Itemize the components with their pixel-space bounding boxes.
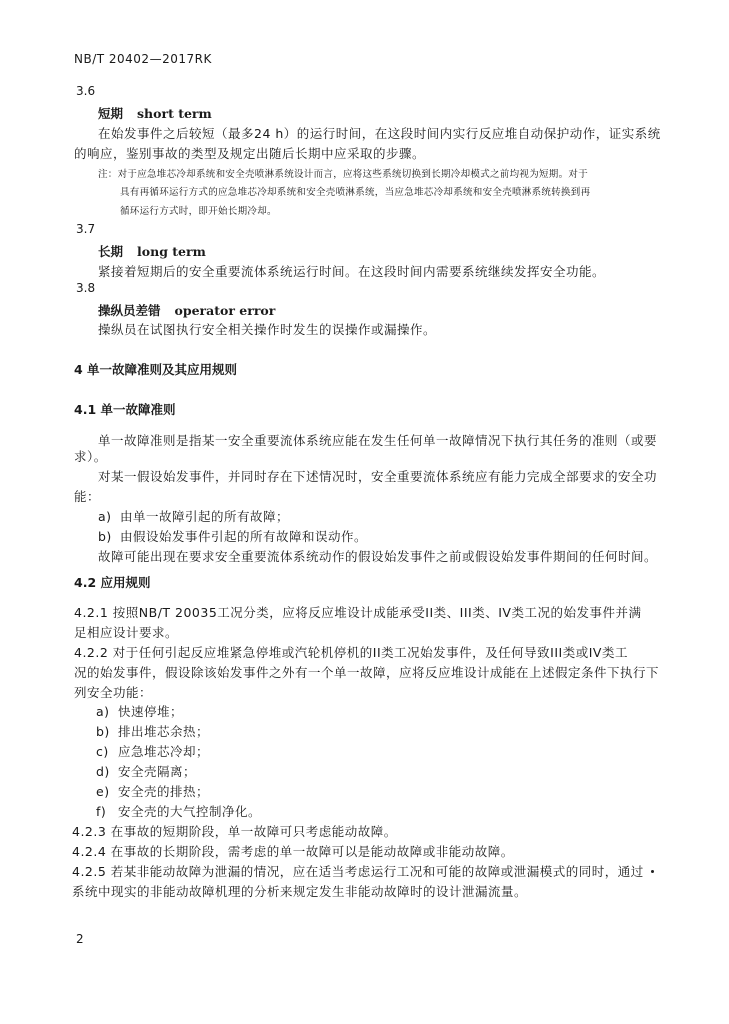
- term-en: short term: [137, 106, 212, 121]
- list-item: [96, 722, 209, 740]
- definition-line: 在始发事件之后较短（最多24 h）的运行时间，在这段时间内实行反应堆自动保护动作，证实系统: [98, 126, 661, 141]
- list-text: 由单一故障引起的所有故障；: [120, 509, 290, 524]
- list-text: 安全壳的大气控制净化。: [118, 804, 262, 819]
- rule-line: 4.2.2 对于任何引起反应堆紧急停堆或汽轮机停机的II类工况始发事件，及任何导致III类或IV类工: [74, 645, 628, 660]
- clause-number-3-6: 3.6: [76, 84, 96, 98]
- note-line: 注：对于应急堆芯冷却系统和安全壳喷淋系统设计而言，应将这些系统切换到长期冷却模式之前均视为短期。对于: [98, 169, 589, 180]
- rule-line: 列安全功能：: [74, 685, 153, 700]
- term-en: long term: [137, 244, 206, 259]
- list-marker: c): [96, 744, 109, 759]
- paragraph-line: 单一故障准则是指某一安全重要流体系统应能在发生任何单一故障情况下执行其任务的准则（或要: [98, 433, 658, 448]
- rule-line: 况的始发事件，假设除该始发事件之外有一个单一故障，应将反应堆设计成能在上述假定条件下执行下: [74, 665, 660, 680]
- list-marker: d): [96, 764, 110, 779]
- paragraph-line: 故障可能出现在要求安全重要流体系统动作的假设始发事件之前或假设始发事件期间的任何时间。: [98, 549, 658, 564]
- rule-line: 4.2.4 在事故的长期阶段，需考虑的单一故障可以是能动故障或非能动故障。: [72, 844, 514, 859]
- definition-line: 操纵员在试图执行安全相关操作时发生的误操作或漏操作。: [98, 322, 437, 337]
- list-text: 安全壳的排热；: [118, 784, 210, 799]
- list-text: 安全壳隔离；: [118, 764, 197, 779]
- term-long-term: [98, 242, 206, 260]
- section-heading-4-2: 4.2 应用规则: [74, 575, 151, 590]
- list-item: [98, 527, 367, 545]
- term-zh: 长期: [98, 244, 124, 259]
- list-item: [96, 742, 209, 760]
- list-text: 应急堆芯冷却；: [118, 744, 210, 759]
- list-marker: a): [96, 704, 110, 719]
- definition-line: 的响应，鉴别事故的类型及规定出随后长期中应采取的步骤。: [74, 146, 426, 161]
- rule-line: 4.2.3 在事故的短期阶段，单一故障可只考虑能动故障。: [72, 824, 397, 839]
- paragraph-line: 能：: [74, 489, 101, 504]
- scan-speck: [651, 870, 654, 873]
- page-number: 2: [76, 932, 84, 946]
- definition-line: 紧接着短期后的安全重要流体系统运行时间。在这段时间内需要系统继续发挥安全功能。: [98, 264, 606, 279]
- rule-line: 4.2.5 若某非能动故障为泄漏的情况，应在适当考虑运行工况和可能的故障或泄漏模式的同时，通过: [72, 864, 644, 879]
- rule-line: 4.2.1 按照NB/T 20035工况分类，应将反应堆设计成能承受II类、III类、IV类工况的始发事件并满: [74, 605, 642, 620]
- list-item: [98, 507, 289, 525]
- term-zh: 操纵员差错: [98, 303, 161, 318]
- rule-line: 系统中现实的非能动故障机理的分析来规定发生非能动故障时的设计泄漏流量。: [72, 884, 528, 899]
- term-en: operator error: [174, 303, 276, 318]
- term-short-term: [98, 104, 212, 122]
- list-text: 快速停堆；: [118, 704, 184, 719]
- document-code-header: NB/T 20402—2017RK: [74, 52, 212, 66]
- section-heading-4-1: 4.1 单一故障准则: [74, 402, 176, 417]
- list-item: [96, 802, 261, 820]
- note-line: 循环运行方式时，即开始长期冷却。: [120, 206, 277, 217]
- list-text: 排出堆芯余热；: [118, 724, 210, 739]
- list-marker: a): [98, 509, 112, 524]
- list-marker: e): [96, 784, 110, 799]
- list-item: [96, 762, 196, 780]
- note-line: 具有再循环运行方式的应急堆芯冷却系统和安全壳喷淋系统，当应急堆芯冷却系统和安全壳喷淋系统转换到再: [120, 187, 591, 198]
- list-item: [96, 782, 209, 800]
- list-marker: b): [96, 724, 110, 739]
- list-marker: f): [96, 804, 107, 819]
- term-operator-error: [98, 301, 275, 319]
- section-heading-4: 4 单一故障准则及其应用规则: [74, 362, 238, 377]
- paragraph-line: 求）。: [74, 449, 107, 464]
- term-zh: 短期: [98, 106, 124, 121]
- list-marker: b): [98, 529, 112, 544]
- list-item: [96, 702, 183, 720]
- list-text: 由假设始发事件引起的所有故障和误动作。: [120, 529, 368, 544]
- clause-number-3-7: 3.7: [76, 222, 96, 236]
- rule-line: 足相应设计要求。: [74, 625, 179, 640]
- clause-number-3-8: 3.8: [76, 281, 96, 295]
- paragraph-line: 对某一假设始发事件，并同时存在下述情况时，安全重要流体系统应有能力完成全部要求的安全功: [98, 469, 658, 484]
